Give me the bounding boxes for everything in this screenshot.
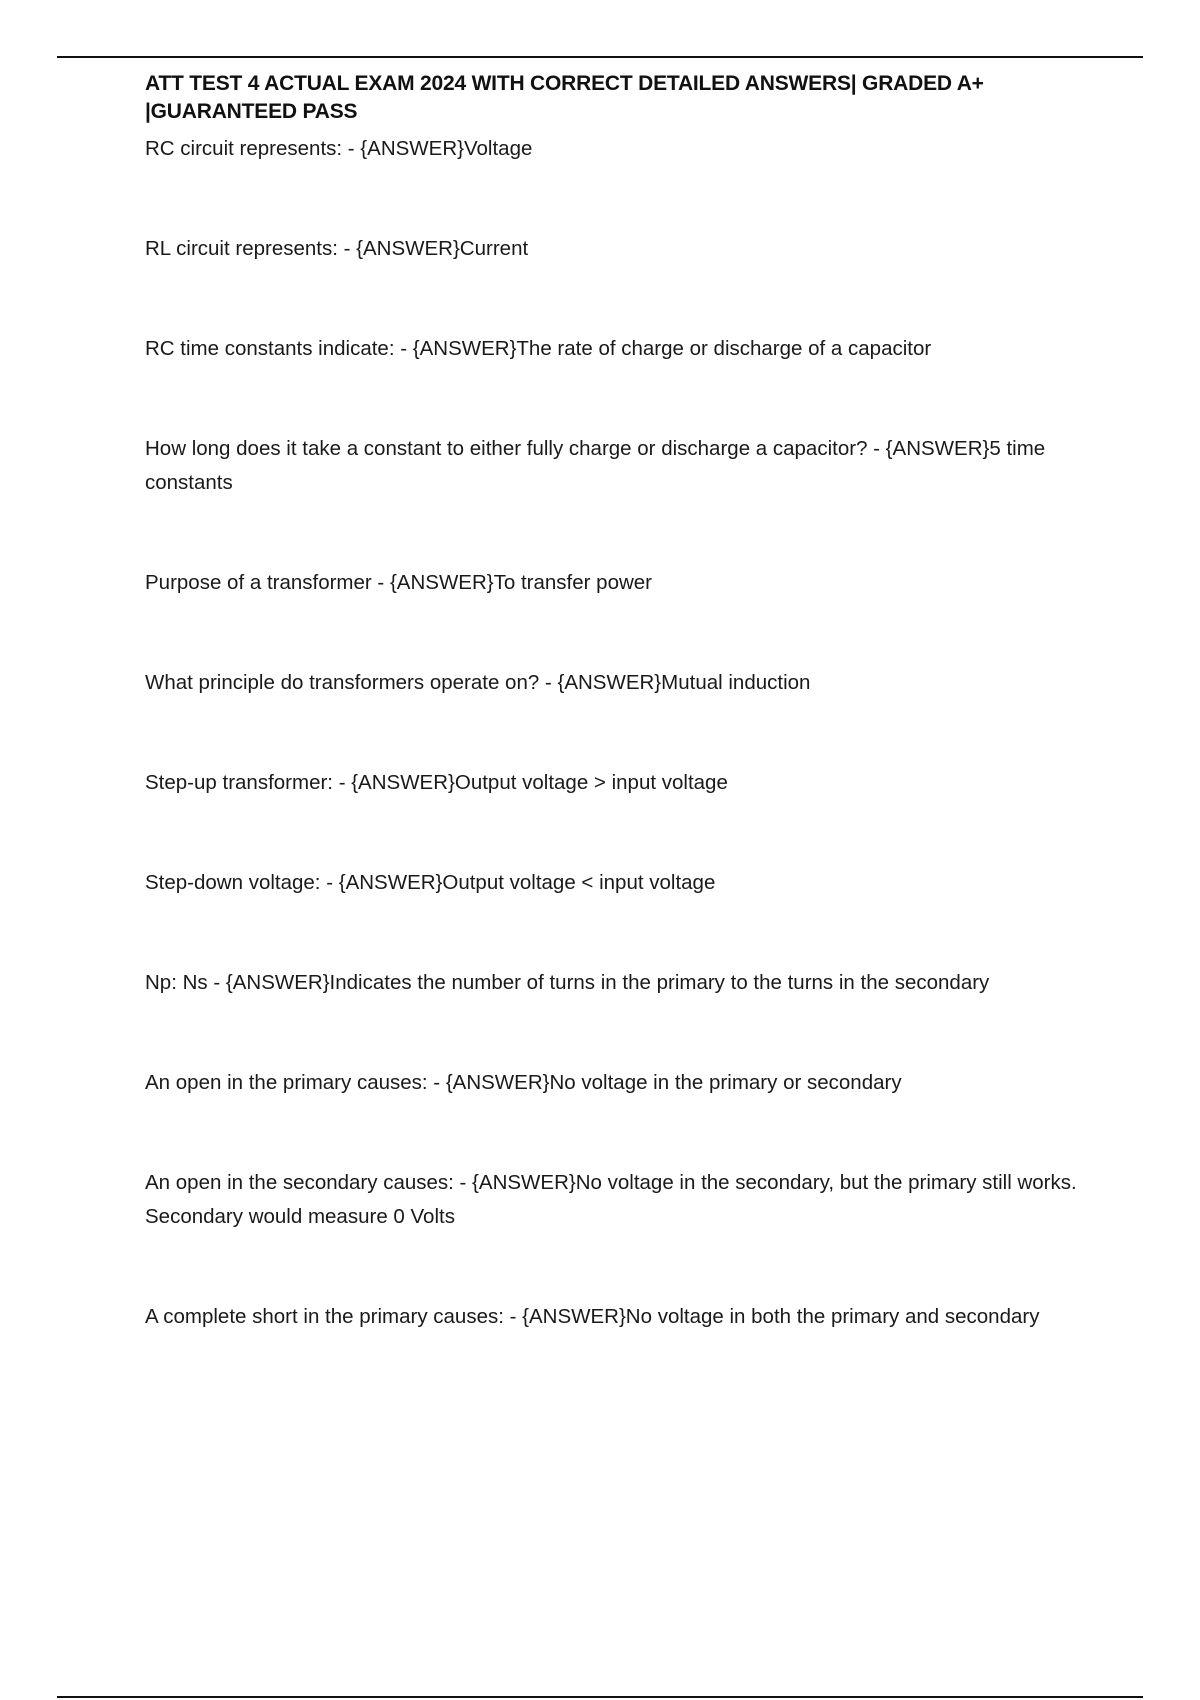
qa-item: An open in the secondary causes: - {ANSWER}No voltage in the secondary, but the primary still works. Secondary would measure 0 Volts: [145, 1171, 1077, 1228]
qa-item: How long does it take a constant to either fully charge or discharge a capacitor? - {ANSWER}5 time constants: [145, 437, 1046, 494]
qa-item: Np: Ns - {ANSWER}Indicates the number of turns in the primary to the turns in the secondary: [145, 971, 990, 994]
qa-item: Step-down voltage: - {ANSWER}Output voltage < input voltage: [145, 871, 716, 894]
header-rule: [57, 56, 1143, 58]
qa-item: RC time constants indicate: - {ANSWER}The rate of charge or discharge of a capacitor: [145, 337, 932, 360]
qa-item: RC circuit represents: - {ANSWER}Voltage: [145, 137, 533, 160]
qa-item: Purpose of a transformer - {ANSWER}To transfer power: [145, 571, 653, 594]
qa-item: What principle do transformers operate on? - {ANSWER}Mutual induction: [145, 671, 811, 694]
qa-item: RL circuit represents: - {ANSWER}Current: [145, 237, 529, 260]
page-content: [145, 70, 1095, 1400]
footer-rule: [57, 1696, 1143, 1698]
qa-item: A complete short in the primary causes: - {ANSWER}No voltage in both the primary and secondary: [145, 1305, 1040, 1328]
document-title: ATT TEST 4 ACTUAL EXAM 2024 WITH CORRECT DETAILED ANSWERS| GRADED A+ |GUARANTEED PASS: [145, 72, 984, 123]
qa-list: [145, 132, 1095, 1334]
qa-item: Step-up transformer: - {ANSWER}Output voltage > input voltage: [145, 771, 728, 794]
qa-item: An open in the primary causes: - {ANSWER}No voltage in the primary or secondary: [145, 1071, 902, 1094]
